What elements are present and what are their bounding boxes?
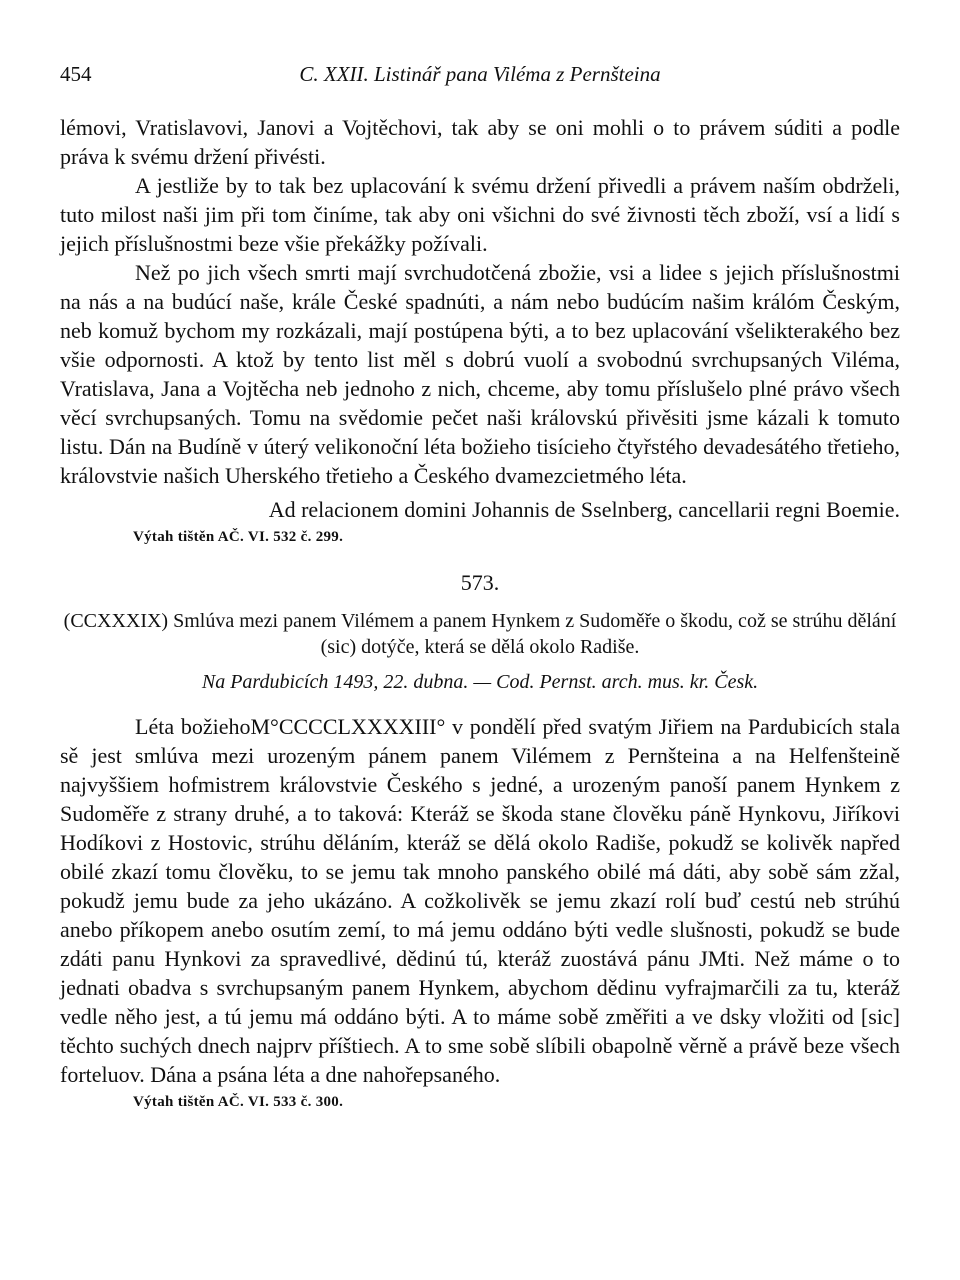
document-text: Léta božiehoM°CCCCLXXXXIII° v pondělí před svatým Jiřiem na Pardubicích stala sě jest smlúva mezi urozeným pánem panem Vilémem z Pernšteina a na Helfenšteině najvyššiem hofmistrem královstvie Českého s jedné, a urozeným panoší panem Hynkem z Sudoměře z strany druhé, a to taková: Kteráž se škoda stane člověku páně Hynkovu, Jiříkovi Hodíkovi z Hostovic, strúhu děláním, kteráž se dělá okolo Radiše, pokudž se kolivěk napřed obilé zkazí tomu člověku, to se jemu tak mnoho panského obilé má dáti, aby sobě sám zžal, pokudž jemu bude za jeho ukázáno. A cožkolivěk se jemu zkazí rolí buď cestú neb strúhú anebo příkopem anebo osutím zemí, to má jemu oddáno býti vedle slušnosti, pokudž se bude zdáti panu Hynkovi za spravedlivé, dědinú tú, kteráž zuostává pánu JMti. Než máme o to jednati obadva s svrchupsaným panem Hynkem, abychom dědinu vyfrajmarčili za tu, kteráž vedle něho jest, a tú jemu má oddáno býti. A to máme sobě změřiti a ve dsky vložiti od [sic] těchto suchých dnech najprv příštiech. A to sme sobě slíbili obapolně věrně a právě beze všech forteluov. Dána a psána léta a dne nahořepsaného. (60, 714, 900, 1087)
page-number: 454 (60, 62, 92, 86)
paragraph: Než po jich všech smrti mají svrchudotčená zbožie, vsi a lidee s jejich příslušnostmi na nás a na budúcí naše, krále České spadnúti, a nám nebo budúcím našim králóm Českým, neb komuž bychom my rozkázali, mají postúpena býti, a to bez uplacování všelikterakého bez všie odpornosti. A ktož by tento list měl s dobrú vuolí a svobodnú svrchupsaných Viléma, Vratislava, Jana a Vojtěcha neb jednoho z nich, chceme, aby tomu příslušelo plné právo všech věcí svrchupsaných. Tomu na svědomie pečet naši královskú přivěsiti jsme kázali k tomuto listu. Dán na Budíně v úterý velikonoční léta božieho tisícieho čtyřstého devadesátého třetieho, královstvie našich Uherského třetieho a Českého dvamezcietmého léta. (60, 260, 900, 488)
document-regest: (CCXXXIX) Smlúva mezi panem Vilémem a panem Hynkem z Sudoměře o škodu, což se strúhu dělání (sic) dotýče, která se dělá okolo Radiše. (63, 610, 897, 658)
continued-paragraph: lémovi, Vratislavovi, Janovi a Vojtěchovi, tak aby se oni mohli o to právem súditi a podle práva k svému držení přivésti. (60, 115, 900, 169)
source-note: Výtah tištěn AČ. VI. 533 č. 300. (133, 1094, 344, 1110)
document-number: 573. (460, 570, 500, 595)
running-head: C. XXII. Listinář pana Viléma z Pernšteina (299, 62, 661, 86)
document-dateline: Na Pardubicích 1493, 22. dubna. — Cod. Pernst. arch. mus. kr. Česk. (201, 671, 759, 693)
page-body (60, 113, 900, 1113)
page-header (60, 62, 900, 92)
source-note: Výtah tištěn AČ. VI. 532 č. 299. (133, 529, 344, 545)
paragraph: A jestliže by to tak bez uplacování k svému držení přivedli a právem naším obdrželi, tuto milost naši jim při tom činíme, tak aby oni všichni do své živnosti těch zboží, vsí a lidí s jejich příslušnostmi beze všie překážky požívali. (60, 173, 900, 256)
chancery-note: Ad relacionem domini Johannis de Sselnberg, cancellarii regni Boemie. (268, 497, 900, 522)
